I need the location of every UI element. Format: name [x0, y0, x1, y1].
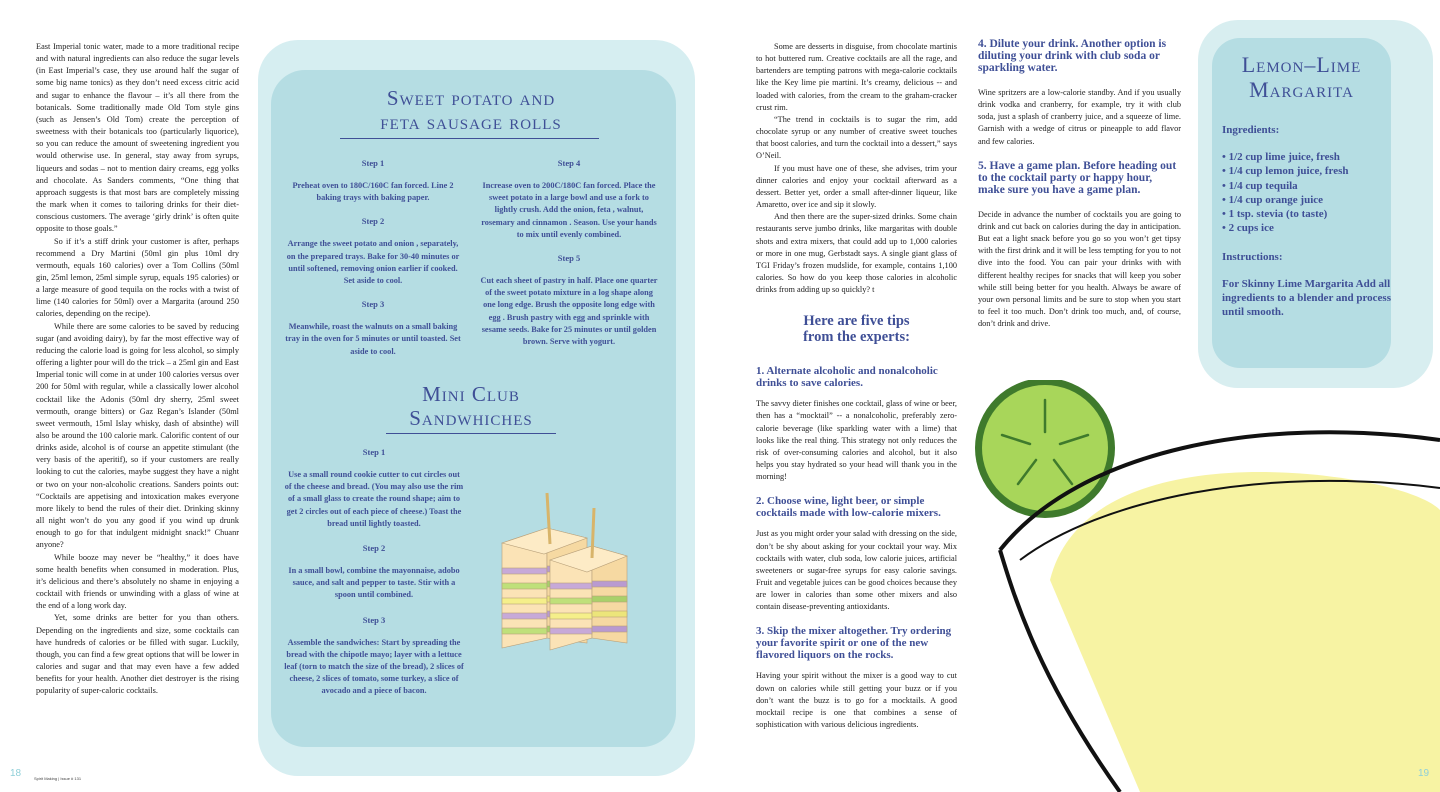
recipe-title-club-sandwiches — [330, 382, 612, 430]
page-number-right: 19 — [1418, 768, 1430, 779]
ingredient-item: • 1/4 cup orange juice — [1222, 193, 1392, 207]
recipe1-steps-right — [480, 158, 658, 348]
article-paragraph: And then there are the super-sized drinks. Some chain restaurants serve jumbo drinks, like margaritas with double shots and extra mixers, that could add up to 1,000 calories or more in one mug, Gerbstadt says. A single giant glass of TGI Friday’s frozen mudslide, for example, contains 1,100 calories. So how do you keep those calories in alcoholic drinks from adding up so quickly? t — [756, 212, 957, 295]
step-label: Step 4 — [557, 158, 581, 168]
tips-heading — [756, 313, 957, 345]
step-text: Preheat oven to 180C/160C fan forced. Line 2 baking trays with baking paper. — [292, 181, 454, 203]
margarita-title-line: Lemon–Lime — [1241, 52, 1362, 77]
title-underline — [340, 138, 599, 139]
margarita-glass-illustration — [960, 380, 1440, 792]
step-label: Step 5 — [557, 253, 581, 264]
tips-heading-line: Here are five tips — [803, 313, 910, 330]
recipe1-steps-left — [284, 158, 462, 358]
tip-text: The savvy dieter finishes one cocktail, glass of wine or beer, then has a “mocktail” -- a nonalcoholic, preferably zero-calorie beverage (like sparkling water with a lime) that looks like the real thing. This strategy not only reduces the risk of over-consuming calories and alcohol, but it also helps you stay hydrated so your head will thank you in the morning! — [756, 399, 957, 482]
ingredient-item: • 1 tsp. stevia (to taste) — [1222, 207, 1392, 221]
publication-footer: Spirit Making | Issue # 131 — [34, 776, 82, 781]
step-text: Assemble the sandwiches: Start by spreading the bread with the chipotle mayo; layer with a lettuce leaf (torn to match the size of the bread), 2 slices of cheese, 2 slices of tomato, some turkey, a slice of avocado and a piece of bacon. — [284, 637, 464, 696]
article-paragraph: East Imperial tonic water, made to a more traditional recipe and with natural ingredients can also reduce the sugar levels (in East Imperial’s case, they use around half the sugar of some big name tonics) as they don’t need excess citric acid and sugar to enhance the flavour – it’s all there from the botanicals. Some traditionally made Old Tom style gins (such as Jensen’s Old Tom) create the perception of sweetness with their botanicals too (particularly liquorice), so you can reduce the amount of sweetening ingredient you would otherwise use. In general, stay away from syrups, liqueurs and sodas – not to mention dairy creams, egg yolks and chocolate. As Sanders comments, “One thing that approach suggests is that most bars are completely missing the mark when it comes to tailoring drinks for their diet-conscious customers. The average ‘girly drink’ is often quite opposite to those goals.” — [36, 42, 239, 234]
article-paragraph: So if it’s a stiff drink your customer is after, perhaps recommend a Dry Martini (50ml gin plus 10ml dry vermouth, equals 160 calories) over a Tom Collins (50ml gin, 25ml lemon, 25ml simple syrup, equals 195 calories) or a large measure of good tequila on the rocks with a twist of lime (140 calories for 50ml) over a Margarita (around 250 calories, depending on the recipe). — [36, 236, 239, 319]
recipe-title-line: Sandwhiches — [409, 406, 533, 430]
ingredient-item: • 1/4 cup tequila — [1222, 179, 1392, 193]
step-text: Arrange the sweet potato and onion , separately, on the prepared trays. Bake for 30-40 minutes or until softened, removing onion earlier if cooked. Set aside to cool. — [286, 239, 460, 286]
right-article-column-2 — [978, 38, 1181, 330]
step-text: Use a small round cookie cutter to cut circles out of the cheese and bread. (You may also use the rim of a small glass to create the round shape; aim to get 2 circles out of each piece of cheese.) Toast the bread until lightly toasted. — [284, 470, 464, 528]
title-underline — [386, 433, 556, 434]
margarita-title-line: Margarita — [1249, 77, 1354, 102]
tip-heading: 4. Dilute your drink. Another option is diluting your drink with club soda or sparkling water. — [978, 38, 1167, 74]
instructions-label: Instructions: — [1222, 250, 1283, 263]
ingredients-list — [1222, 150, 1392, 236]
article-paragraph: “The trend in cocktails is to sugar the rim, add chocolate syrup or any number of creative sweet touches that boost calories, and turn the cocktail into a dessert,” says O’Neil. — [756, 114, 957, 161]
step-text: Cut each sheet of pastry in half. Place one quarter of the sweet potato mixture in a log shape along one long edge. Brush the opposite long edge with egg . Brush pastry with egg and sprinkle with sesame seeds. Bake for 25 minutes or until golden brown. Serve with yogurt. — [480, 276, 658, 347]
step-label: Step 2 — [361, 216, 385, 227]
tip-heading: 3. Skip the mixer altogether. Try ordering your favorite spirit or one of the new flavored liquors on the rocks. — [756, 625, 952, 662]
step-label: Step 3 — [361, 299, 385, 310]
right-article-column-1 — [756, 41, 957, 731]
tip-text: Wine spritzers are a low-calorie standby. And if you usually drink vodka and cranberry, for example, try it with club soda, just a splash of cranberry juice, and a squeeze of lime. Garnish with a wedge of citrus or pineapple to add flavor and few calories. — [978, 88, 1181, 146]
tips-heading-line: from the experts: — [803, 329, 910, 346]
sandwich-stack-illustration — [492, 488, 662, 658]
article-paragraph: Yet, some drinks are better for you than others. Depending on the ingredients and size, some cocktails can have hundreds of calories or be filled with sugar. Luckily, though, you can find a few great options that will be lower in calories and sugar and that may even have a few added benefits for your health. Another diet destroyer is the rising popularity of super-caloric cocktails. — [36, 613, 239, 696]
ingredient-item: • 2 cups ice — [1222, 221, 1392, 235]
step-label: Step 3 — [362, 614, 386, 625]
recipe-title-sausage-rolls — [300, 86, 642, 134]
ingredient-item: • 1/2 cup lime juice, fresh — [1222, 150, 1392, 164]
article-paragraph: Some are desserts in disguise, from chocolate martinis to hot buttered rum. Creative cocktails are all the rage, and bartenders are tempting patrons with mega-calorie cocktails like the Key lime pie martini. It’s creamy, delicious -- and loaded with calories, from the cream to the graham-cracker crust rim. — [756, 42, 957, 112]
ingredients-label: Ingredients: — [1222, 124, 1280, 136]
tip-heading: 1. Alternate alcoholic and nonalcoholic drinks to save calories. — [756, 365, 938, 390]
margarita-recipe — [1222, 124, 1392, 320]
ingredient-item: • 1/4 cup lemon juice, fresh — [1222, 164, 1392, 178]
step-label: Step 1 — [361, 158, 385, 168]
tip-text: Having your spirit without the mixer is a good way to cut down on calories while still getting your buzz or if you don’t want the buzz is to go for a mocktails. A good mocktail recipe is one that combines a sense of sophistication with various delicious ingredients. — [756, 671, 957, 730]
recipe-title-line: Sweet potato and — [386, 86, 556, 110]
lime-slice-icon — [975, 380, 1115, 518]
recipe2-steps — [284, 447, 464, 698]
step-label: Step 1 — [362, 447, 386, 457]
margarita-title — [1212, 52, 1391, 102]
step-text: Increase oven to 200C/180C fan forced. Place the sweet potato in a large bowl and use a fork to lightly crush. Add the onion, feta , walnut, rosemary and cinnamon . Season. Use your hands to mix until evenly combined. — [481, 181, 657, 239]
step-label: Step 2 — [362, 543, 386, 554]
step-text: In a small bowl, combine the mayonnaise, adobo sauce, and salt and pepper to taste. Stir with a spoon until combined. — [288, 566, 460, 600]
article-paragraph: If you must have one of these, she advises, trim your dinner calories and enjoy your cocktail afterward as a dessert. Better yet, order a small after-dinner liqueur, like Amaretto, over ice and sip it slowly. — [756, 163, 957, 210]
page-number-left: 18 — [10, 768, 22, 779]
recipe-title-line: Mini Club — [422, 382, 520, 406]
recipe-title-line: feta sausage rolls — [380, 110, 562, 134]
tip-text: Decide in advance the number of cocktails you are going to drink and cut back on calories during the day in anticipation. But eat a light snack before you go so you won’t get tipsy with the first drink and it will be less tempting for you to not dive into the food. You can pair your drinks with with different healthy recipes for snacks that will keep you sober while still being better for you health. Always be aware of your own personal limits and be sure to stop when you start to feel it too much. Don’t drink too much, and, of course, don’t drink and drive. — [978, 209, 1181, 329]
tip-heading: 5. Have a game plan. Before heading out to the cocktail party or happy hour, make sure you have a game plan. — [978, 159, 1177, 196]
tip-text: Just as you might order your salad with dressing on the side, don’t be shy about asking for your cocktail your way. Mix cocktails with water, club soda, low calorie juices, artificial sweeteners or sugar-free syrups for easy calorie savings. Fruit and vegetable juices can be good choices because they are lower in calories than some other mixers and also contain disease-preventing antioxidants. — [756, 529, 957, 612]
left-article-column — [36, 41, 239, 697]
tip-heading: 2. Choose wine, light beer, or simple cocktails made with low-calorie mixers. — [756, 495, 941, 520]
article-paragraph: While there are some calories to be saved by reducing sugar (and avoiding dairy), by far the most effective way of reducing the calorie load is going for less alcohol, so simply offering a lighter pour will do the trick – a 25ml gin and East Imperial tonic will come in at under 100 calories versus over 200 for 50ml with regular, while a classically lower alcohol cocktail like the Adonis (50ml dry sherry, 25ml sweet vermouth, orange bitters) or Gaz Regan’s Islander (50ml sweet vermouth, 15ml Islay whisky, dash of absinthe) will also be around the 100 calorie mark. Calorific content of our drinks aside, alcohol is of course an appetite stimulant (the very basis of the aperitif), so if your customers are really looking to cut the calories, maybe suggest they have a night or two on your non-alcoholic creations. Sanders points out: “Cocktails are appetising and intoxication makes everyone more likely to bend the rules of their diet. Drinking skinny all night won’t do you any good if you wind up drunk enough to go for that indulgent midnight snack!” Chuanr anyone? — [36, 321, 239, 550]
instructions-text: For Skinny Lime Margarita Add all ingredients to a blender and process until smooth. — [1222, 277, 1391, 319]
step-text: Meanwhile, roast the walnuts on a small baking tray in the oven for 5 minutes or until toasted. Set aside to cool. — [285, 322, 461, 356]
article-paragraph: While booze may never be “healthy,” it does have some health benefits when consumed in moderation. Plus, it’s delicious and there’s absolutely no shame in enjoying a cocktail with friends or unwinding with a glass of wine at the end of a long work day. — [36, 552, 239, 611]
